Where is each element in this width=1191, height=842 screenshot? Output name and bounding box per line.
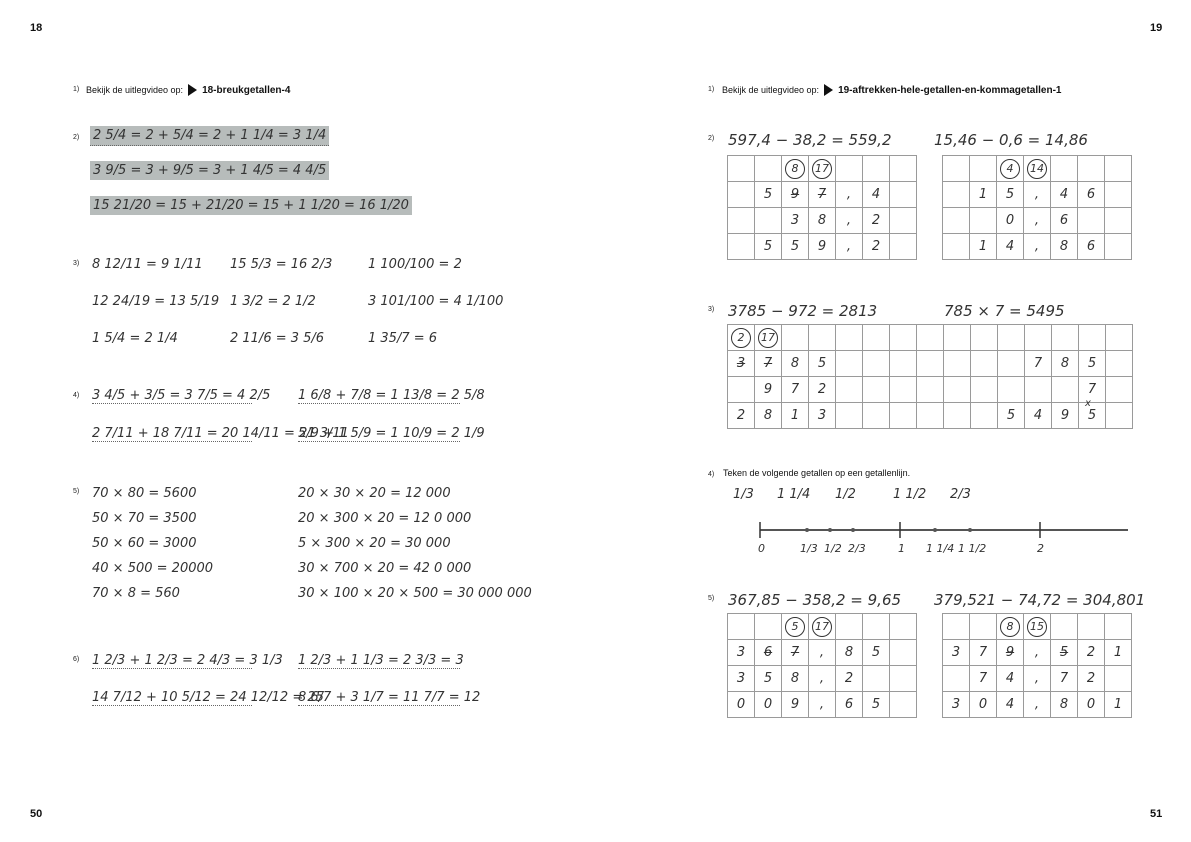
right-q3-eq1: 3785 − 972 = 2813 — [728, 302, 878, 320]
number-line-point — [828, 528, 832, 532]
left-q5-right-item: 5 × 300 × 20 = 30 000 — [298, 536, 451, 551]
left-q3-number: 3) — [73, 260, 80, 267]
left-q3-item: 1 35/7 = 6 — [368, 331, 438, 346]
right-q1-link[interactable]: 19-aftrekken-hele-getallen-en-kommagetallen-1 — [838, 84, 1062, 96]
left-q4-item: 3 4/5 + 3/5 = 3 7/5 = 4 2/5 — [92, 388, 271, 403]
right-q5-number: 5) — [708, 595, 715, 602]
left-q3-item: 8 12/11 = 9 1/11 — [92, 257, 203, 272]
page-number-bottom-right: 51 — [1150, 808, 1163, 820]
left-q4-item: 1 6/8 + 7/8 = 1 13/8 = 2 5/8 — [298, 388, 485, 403]
left-q3-item: 12 24/19 = 13 5/19 — [92, 294, 220, 309]
left-q2-number: 2) — [73, 134, 80, 141]
left-q5-right-item: 20 × 30 × 20 = 12 000 — [298, 486, 451, 501]
right-q2-number: 2) — [708, 135, 715, 142]
right-q4-fraction: 1 1/2 — [893, 487, 927, 502]
number-line-label: 1/3 — [800, 542, 818, 555]
number-line-point — [933, 528, 937, 532]
right-q3-grid-2: 7 8 5 7 5 4 9 5 — [943, 324, 1133, 429]
right-q1-number: 1) — [708, 86, 715, 93]
number-line-label: 1 1/2 — [958, 542, 987, 555]
left-q6-number: 6) — [73, 656, 80, 663]
number-line-label: 2 — [1037, 542, 1044, 555]
left-q4-item: 2 7/11 + 18 7/11 = 20 14/11 = 21 3/11 — [92, 426, 349, 441]
right-q2-grid-2: 4 14 1 5 , 4 6 0 , 6 1 4 , 8 6 — [942, 155, 1132, 260]
number-line-point — [805, 528, 809, 532]
left-q5-left-item: 70 × 8 = 560 — [92, 586, 180, 601]
right-q1-instruction — [722, 84, 1061, 96]
left-q1-text: Bekijk de uitlegvideo op: — [86, 85, 184, 95]
left-q6-item: 1 2/3 + 1 2/3 = 2 4/3 = 3 1/3 — [92, 653, 283, 668]
left-q3-item: 2 11/6 = 3 5/6 — [230, 331, 325, 346]
left-q5-number: 5) — [73, 488, 80, 495]
right-q5-eq1: 367,85 − 358,2 = 9,65 — [728, 591, 902, 609]
left-q4-number: 4) — [73, 392, 80, 399]
right-q2-eq2: 15,46 − 0,6 = 14,86 — [934, 131, 1088, 149]
number-line-point — [851, 528, 855, 532]
left-q5-left-item: 50 × 70 = 3500 — [92, 511, 197, 526]
right-q4-fraction: 1/2 — [835, 487, 856, 502]
left-q6-item: 14 7/12 + 10 5/12 = 24 12/12 = 25 — [92, 690, 324, 705]
left-q3-item: 3 101/100 = 4 1/100 — [368, 294, 504, 309]
page-number-right: 19 — [1150, 22, 1163, 34]
right-q4-number: 4) — [708, 471, 715, 478]
left-q6-item: 8 6/7 + 3 1/7 = 11 7/7 = 12 — [298, 690, 481, 705]
left-q1-instruction — [86, 84, 290, 96]
page-number-left: 18 — [30, 22, 43, 34]
right-q2-eq1: 597,4 − 38,2 = 559,2 — [728, 131, 892, 149]
right-q4-text: Teken de volgende getallen op een getallenlijn. — [723, 468, 911, 478]
right-q3-grid-1: 2 17 3 7 8 5 9 7 2 2 8 1 3 — [727, 324, 944, 429]
page-number-bottom-left: 50 — [30, 808, 43, 820]
left-q6-item: 1 2/3 + 1 1/3 = 2 3/3 = 3 — [298, 653, 464, 668]
left-q2-line1: 2 5/4 = 2 + 5/4 = 2 + 1 1/4 = 3 1/4 — [90, 128, 335, 143]
left-q3-item: 1 100/100 = 2 — [368, 257, 462, 272]
left-q5-right-item: 30 × 100 × 20 × 500 = 30 000 000 — [298, 586, 532, 601]
left-q2-line3: 15 21/20 = 15 + 21/20 = 15 + 1 1/20 = 16 1/20 — [90, 198, 335, 213]
right-q3-number: 3) — [708, 306, 715, 313]
number-line-label: 1 — [898, 542, 905, 555]
left-q3-item: 15 5/3 = 16 2/3 — [230, 257, 333, 272]
left-q1-link[interactable]: 18-breukgetallen-4 — [202, 84, 291, 96]
right-q5-grid-2: 8 15 3 7 9 , 5 2 1 7 4 , 7 2 3 0 4 , 8 0 1 — [942, 613, 1132, 718]
left-q5-left-item: 70 × 80 = 5600 — [92, 486, 197, 501]
left-q5-left-item: 50 × 60 = 3000 — [92, 536, 197, 551]
left-q2-line2: 3 9/5 = 3 + 9/5 = 3 + 1 4/5 = 4 4/5 — [90, 163, 335, 178]
number-line-label: 0 — [758, 542, 765, 555]
right-q3-eq2: 785 × 7 = 5495 — [944, 302, 1065, 320]
right-q5-eq2: 379,521 − 74,72 = 304,801 — [934, 591, 1146, 609]
left-q5-right-item: 30 × 700 × 20 = 42 0 000 — [298, 561, 472, 576]
left-q5-left-item: 40 × 500 = 20000 — [92, 561, 214, 576]
number-line-label: 1/2 — [824, 542, 842, 555]
left-q3-item: 1 5/4 = 2 1/4 — [92, 331, 178, 346]
left-q3-item: 1 3/2 = 2 1/2 — [230, 294, 316, 309]
play-icon[interactable] — [188, 84, 197, 96]
right-q4-fraction: 2/3 — [950, 487, 971, 502]
left-q5-right-item: 20 × 300 × 20 = 12 0 000 — [298, 511, 472, 526]
number-line-label: 1 1/4 — [926, 542, 955, 555]
right-q3-times-sign: x — [1085, 398, 1091, 409]
right-q1-text: Bekijk de uitlegvideo op: — [722, 85, 820, 95]
right-q4-fraction: 1/3 — [733, 487, 754, 502]
right-q5-grid-1: 5 17 3 6 7 , 8 5 3 5 8 , 2 0 0 9 , 6 5 — [727, 613, 917, 718]
left-q4-item: 5/9 + 1 5/9 = 1 10/9 = 2 1/9 — [298, 426, 485, 441]
right-q4-fraction: 1 1/4 — [777, 487, 811, 502]
number-line-point — [968, 528, 972, 532]
left-q1-number: 1) — [73, 86, 80, 93]
number-line-label: 2/3 — [848, 542, 866, 555]
play-icon[interactable] — [824, 84, 833, 96]
right-q2-grid-1: 8 17 5 9 7 , 4 3 8 , 2 5 5 9 , 2 — [727, 155, 917, 260]
